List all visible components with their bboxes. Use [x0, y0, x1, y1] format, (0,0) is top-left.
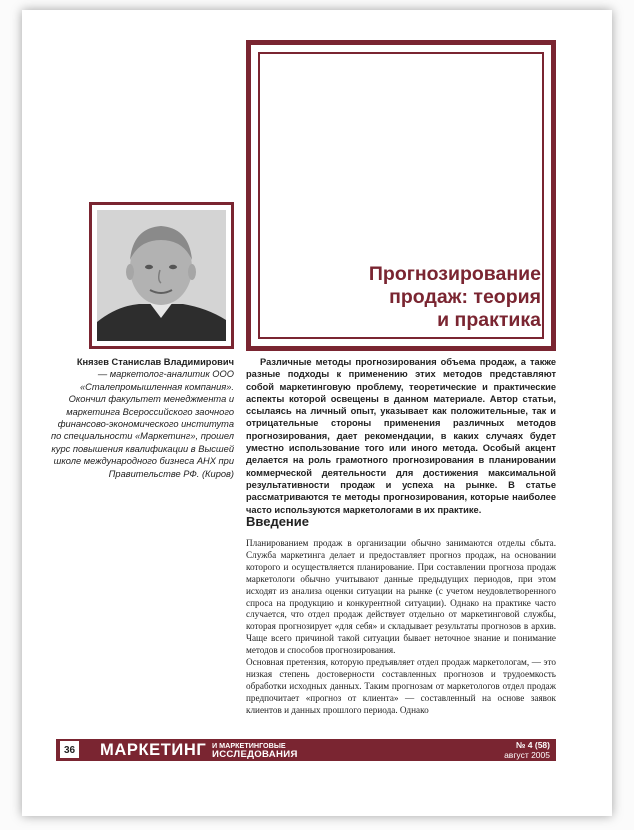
title-line-1: Прогнозирование [368, 263, 541, 285]
portrait-icon [97, 210, 226, 341]
article-title [369, 263, 541, 332]
title-frame [246, 40, 556, 351]
article-body [246, 538, 556, 717]
body-paragraph-1: Планированием продаж в организации обычно занимаются отделы сбыта. Служба маркетинга делает и предоставляет прогноз продаж, на основании которого и осуществляется планирование. При составлении прогноза продаж маркетологи обычно учитывают данные предыдущих периодов, при этом исходят из анализа оценки ситуации на рынке (с учетом неудовлетворенного спроса на продукцию и конкурентной ситуации). Однако на практике часто случается, что отдел продаж действует отдельно от маркетинговой службы, которая прогнозирует «для себя» и складывает результаты прогнозов в архив. Чаще всего причиной такой ситуации бывает неточное знание и понимание методов и способов прогнозирования. [246, 538, 556, 656]
magazine-subtitle [212, 742, 298, 760]
portrait-image [97, 210, 226, 341]
title-line-3: и практика [437, 309, 541, 331]
magazine-brand: МАРКЕТИНГ [100, 741, 207, 759]
issue-number: № 4 (58) [515, 740, 550, 750]
section-heading-intro: Введение [246, 514, 309, 529]
page-number: 36 [60, 741, 79, 758]
brand-sub-line-2: ИССЛЕДОВАНИЯ [212, 749, 298, 760]
body-paragraph-2: Основная претензия, которую предъявляет отдел продаж маркетологам, — это низкая степень достоверности составленных прогнозов и трудоемкость обработки исходных данных. Таким прогнозам от маркетологов отдел продаж предпочитает «прогноз от клиента» — составленный на основе заявок клиентов и данных прошлого периода. Однако [246, 657, 556, 715]
issue-info [504, 741, 550, 760]
issue-month: август 2005 [504, 749, 550, 760]
title-line-2: продаж: теория [389, 286, 541, 308]
footer-bar [56, 739, 556, 761]
author-photo [89, 202, 234, 349]
brand-sub-line-1: И МАРКЕТИНГОВЫЕ [212, 741, 286, 750]
article-abstract: Различные методы прогнозирования объема продаж, а также разные подходы к применению этих методов представляют собой маркетинговую проблему, теоретические и практические аспекты которой освещены в данном материале. Автор статьи, ссылаясь на личный опыт, указывает как положительные, так и отрицательные стороны применения различных методов прогнозирования, дает рекомендации, в каких случаях будет уместно использование того или иного метода. Особый акцент делается на роль грамотного прогнозирования в планировании коммерческой деятельности для достижения максимальной результативности продаж и успеха на рынке. В статье рассматриваются те методы прогнозирования, которые наиболее часто используются маркетологами в их практике. [246, 357, 556, 515]
magazine-page [22, 10, 612, 816]
author-bio [50, 356, 234, 480]
author-name: Князев Станислав Владимирович [76, 357, 234, 367]
author-description: — маркетолог-аналитик ООО «Сталепромышленная компания». Окончил факультет менеджмента и маркетинга Всероссийского заочного финансово-экономического института по специальности «Маркетинг», прошел курс повышения квалификации в Высшей школе международного бизнеса АНХ при Правительстве РФ. (Киров) [51, 369, 234, 479]
